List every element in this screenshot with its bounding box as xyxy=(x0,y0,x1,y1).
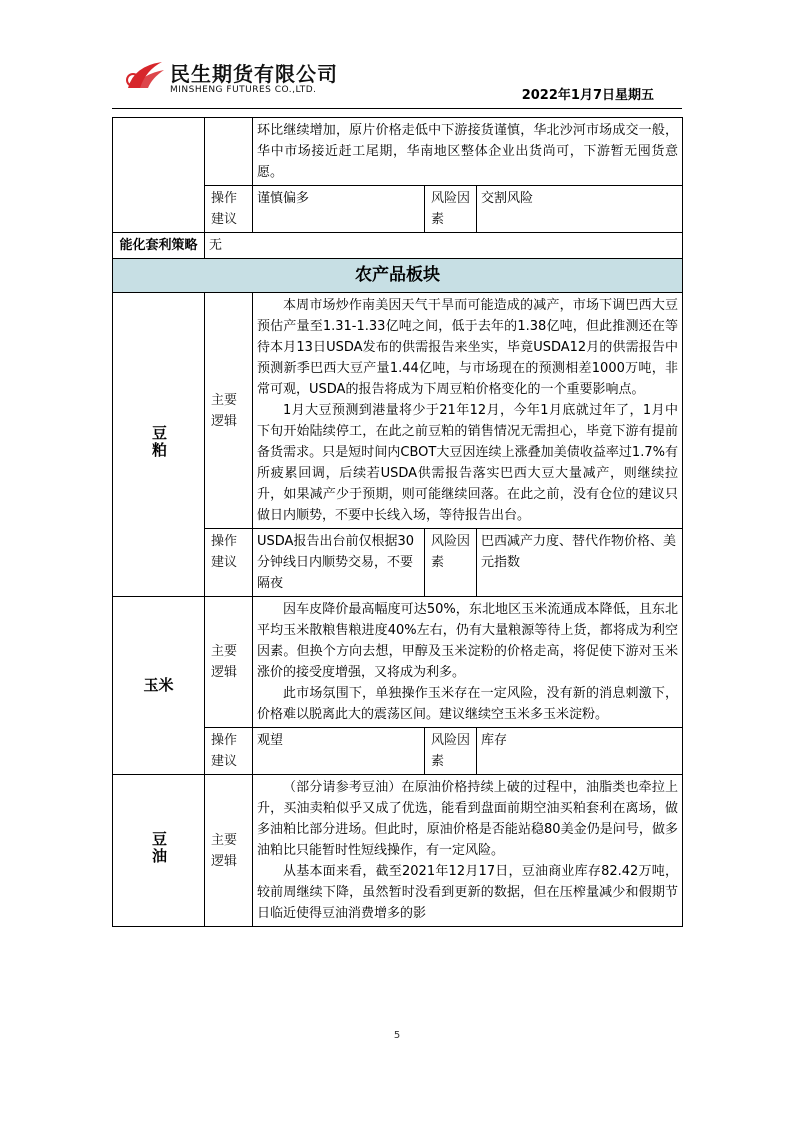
arb-strategy-value: 无 xyxy=(205,233,683,259)
page-number: 5 xyxy=(393,1030,401,1041)
category-soybean-meal: 豆粕 xyxy=(150,424,168,459)
strategy-table xyxy=(112,117,683,927)
logic-paragraph: 从基本面来看，截至2021年12月17日，豆油商业库存82.42万吨，较前周继续下降，虽然暂时没看到更新的数据，但在压榨量减少和假期节日临近使得豆油消费增多的影 xyxy=(257,864,678,921)
page-header xyxy=(0,0,794,110)
arb-strategy-label: 能化套利策略 xyxy=(113,233,205,259)
company-name-cn: 民生期货有限公司 xyxy=(170,62,338,86)
category-corn: 玉米 xyxy=(113,597,205,775)
section-title: 农产品板块 xyxy=(113,259,683,293)
logic-paragraph: 1月大豆预测到港量将少于21年12月，今年1月底就过年了，1月中下旬开始陆续停工，在此之前豆粕的销售情况无需担心，毕竟下游有提前备货需求。只是短时间内CBOT大豆因连续上涨叠加美债收益率过1.7%有所疲累回调，后续若USDA供需报告落实巴西大豆大量减产，则继续拉升，如果减产少于预期，则可能继续回落。在此之前，没有仓位的建议只做日内顺势，不要中长线入场，等待报告出台。 xyxy=(257,403,678,523)
risk-label: 风险因素 xyxy=(425,728,477,775)
table-row xyxy=(113,775,683,927)
op-label: 操作建议 xyxy=(205,728,253,775)
risk-label: 风险因素 xyxy=(425,186,477,233)
company-name-en: MINSHENG FUTURES CO.,LTD. xyxy=(170,85,317,95)
category-soybean-oil: 豆油 xyxy=(150,830,168,865)
table-row xyxy=(113,118,683,186)
soybean-meal-logic xyxy=(253,293,683,529)
logic-label: 主要逻辑 xyxy=(205,597,253,728)
op-value: USDA报告出台前仅根据30分钟线日内顺势交易，不要隔夜 xyxy=(253,529,425,597)
risk-value: 巴西减产力度、替代作物价格、美元指数 xyxy=(477,529,683,597)
op-value: 观望 xyxy=(253,728,425,775)
op-label: 操作建议 xyxy=(205,529,253,597)
logic-paragraph: 此市场氛围下，单独操作玉米存在一定风险，没有新的消息刺激下，价格难以脱离此大的震荡区间。建议继续空玉米多玉米淀粉。 xyxy=(257,686,678,722)
logic-label: 主要逻辑 xyxy=(205,293,253,529)
header-rule xyxy=(112,108,682,109)
risk-value: 库存 xyxy=(477,728,683,775)
risk-value: 交割风险 xyxy=(477,186,683,233)
table-row xyxy=(113,597,683,728)
report-date: 2022年1月7日星期五 xyxy=(521,88,654,103)
table-row xyxy=(113,293,683,529)
logic-paragraph: 本周市场炒作南美因天气干旱而可能造成的减产，市场下调巴西大豆预估产量至1.31-1.33亿吨之间，低于去年的1.38亿吨，但此推测还在等待本月13日USDA发布的供需报告来坐实，毕竟USDA12月的供需报告中预测新季巴西大豆产量1.44亿吨，与市场现在的预测相差1000万吨，非常可观，USDA的报告将成为下周豆粕价格变化的一个重要影响点。 xyxy=(257,298,678,397)
logic-label: 主要逻辑 xyxy=(205,775,253,927)
minsheng-logo-icon xyxy=(124,58,166,92)
prev-logic-text: 环比继续增加，原片价格走低中下游接货谨慎，华北沙河市场成交一般，华中市场接近赶工尾期，华南地区整体企业出货尚可，下游暂无囤货意愿。 xyxy=(257,123,678,180)
table-row xyxy=(113,233,683,259)
section-header-row xyxy=(113,259,683,293)
prev-category-cell xyxy=(113,118,205,233)
logic-paragraph: （部分请参考豆油）在原油价格持续上破的过程中，油脂类也牵拉上升，买油卖粕似乎又成了优选，能看到盘面前期空油买粕套利在离场，做多油粕比部分进场。但此时，原油价格是否能站稳80美金仍是问号，做多油粕比只能暂时性短线操作，有一定风险。 xyxy=(257,780,678,858)
soybean-oil-logic xyxy=(253,775,683,927)
corn-logic xyxy=(253,597,683,728)
op-value: 谨慎偏多 xyxy=(253,186,425,233)
risk-label: 风险因素 xyxy=(425,529,477,597)
logic-paragraph: 因车皮降价最高幅度可达50%，东北地区玉米流通成本降低，且东北平均玉米散粮售粮进度40%左右，仍有大量粮源等待上货，都将成为利空因素。但换个方向去想，甲醇及玉米淀粉的价格走高，将促使下游对玉米涨价的接受度增强，又将成为利多。 xyxy=(257,602,678,680)
op-label: 操作建议 xyxy=(205,186,253,233)
